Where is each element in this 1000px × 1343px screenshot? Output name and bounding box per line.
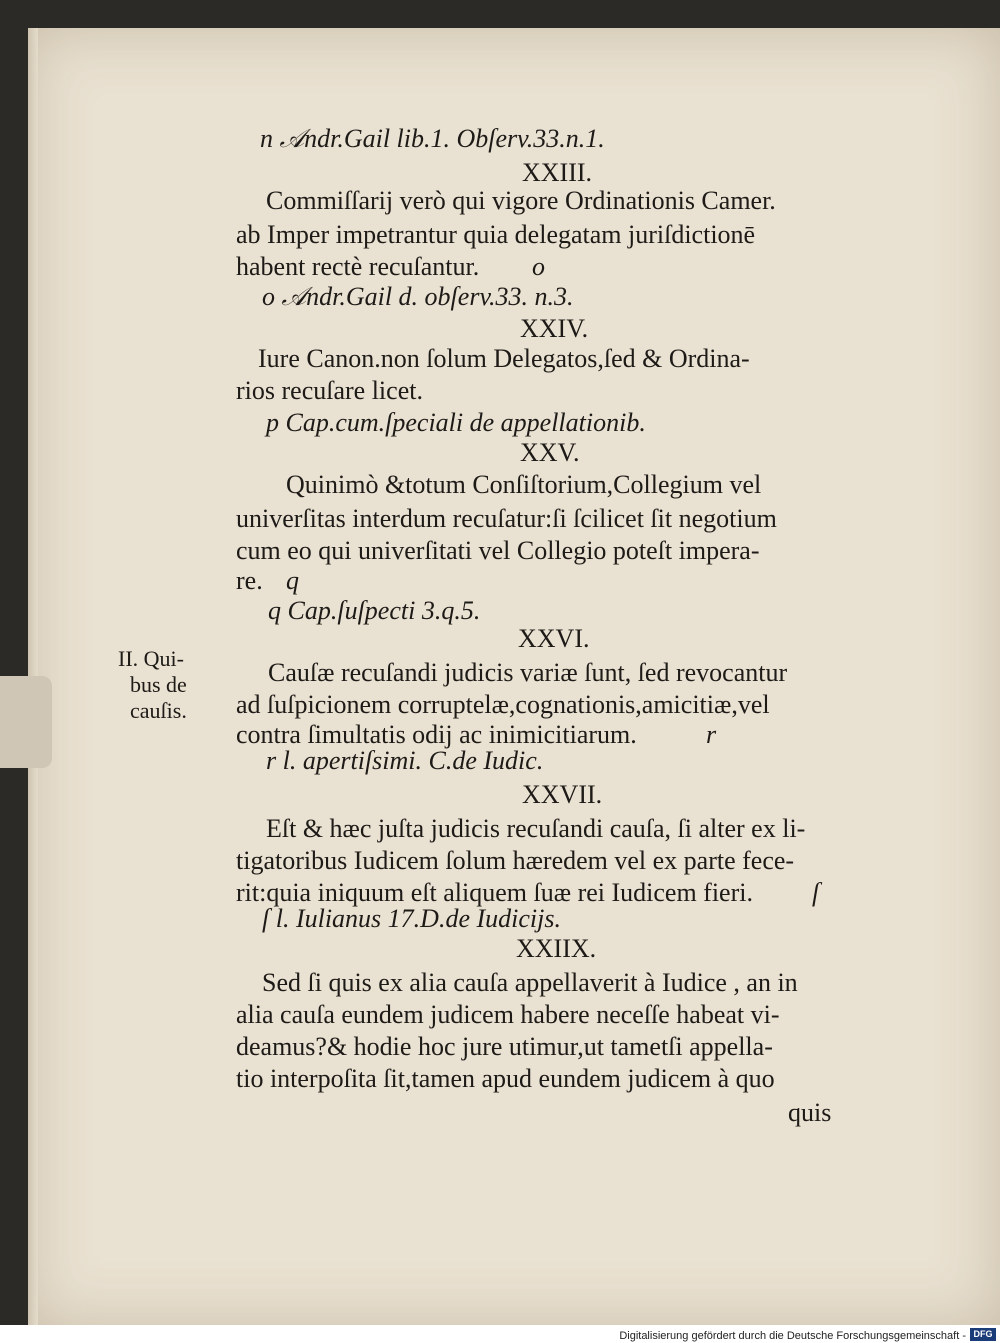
text-line: rit:quia iniquum eſt aliquem ſuæ rei Iudicem fieri. (236, 878, 753, 907)
footnote-marker: q (286, 566, 299, 595)
text-line: Cauſæ recuſandi judicis variæ ſunt, ſed revocantur (268, 658, 788, 687)
dfg-logo-icon: DFG (970, 1328, 996, 1341)
margin-note-line: II. Qui- (118, 646, 184, 671)
text-line: Commiſſarij verò qui vigore Ordinationis Camer. (266, 186, 776, 215)
text-line: habent rectè recuſantur. (236, 252, 480, 281)
footnote-n: n 𝒜ndr.Gail lib.1. Obſerv.33.n.1. (260, 124, 605, 153)
footnote-marker: o (532, 252, 545, 281)
footer-credit: Digitalisierung gefördert durch die Deutsche Forschungsgemeinschaft - (619, 1330, 966, 1342)
heading-xxiv: XXIV. (520, 314, 589, 343)
text-line: Eſt & hæc juſta judicis recuſandi cauſa, ſi alter ex li- (266, 814, 806, 843)
heading-xxv: XXV. (520, 438, 580, 467)
catchword: quis (788, 1098, 832, 1127)
footnote-marker: r (706, 720, 717, 749)
footnote-q: q Cap.ſuſpecti 3.q.5. (268, 596, 481, 625)
text-line: deamus?& hodie hoc jure utimur,ut tametſi appella- (236, 1032, 773, 1061)
text-line: univerſitas interdum recuſatur:ſi ſcilicet ſit negotium (236, 504, 777, 533)
text-line: tio interpoſita ſit,tamen apud eundem judicem à quo (236, 1064, 775, 1093)
text-line: contra ſimultatis odij ac inimicitiarum. (236, 720, 637, 749)
heading-xxiix: XXIIX. (516, 934, 597, 963)
heading-xxvi: XXVI. (518, 624, 590, 653)
text-line: Sed ſi quis ex alia cauſa appellaverit à Iudice , an in (262, 968, 798, 997)
text-line: Quinimò &totum Conſiſtorium,Collegium vel (286, 470, 762, 499)
heading-xxvii: XXVII. (522, 780, 603, 809)
footnote-r: r l. apertiſsimi. C.de Iudic. (266, 746, 544, 775)
margin-note-line: cauſis. (130, 698, 187, 723)
text-line: ab Imper impetrantur quia delegatam juriſdictionē (236, 220, 756, 249)
heading-xxiii: XXIII. (522, 158, 593, 187)
text-line: cum eo qui univerſitati vel Collegio poteſt impera- (236, 536, 760, 565)
text-line: tigatoribus Iudicem ſolum hæredem vel ex parte fece- (236, 846, 795, 875)
footnote-marker: ſ (812, 878, 820, 907)
footnote-o: o 𝒜ndr.Gail d. obſerv.33. n.3. (262, 282, 574, 311)
text-line: ad ſuſpicionem corruptelæ,cognationis,amicitiæ,vel (236, 690, 770, 719)
margin-note-line: bus de (130, 672, 187, 697)
bookmark-tab (0, 676, 52, 768)
footer-bar (0, 1325, 1000, 1343)
footnote-p: p Cap.cum.ſpeciali de appellationib. (266, 408, 646, 437)
text-line: rios recuſare licet. (236, 376, 423, 405)
text-line: re. (236, 566, 263, 595)
footnote-s: ſ l. Iulianus 17.D.de Iudicijs. (262, 904, 561, 933)
text-line: alia cauſa eundem judicem habere neceſſe habeat vi- (236, 1000, 780, 1029)
text-line: Iure Canon.non ſolum Delegatos,ſed & Ordina- (258, 344, 750, 373)
